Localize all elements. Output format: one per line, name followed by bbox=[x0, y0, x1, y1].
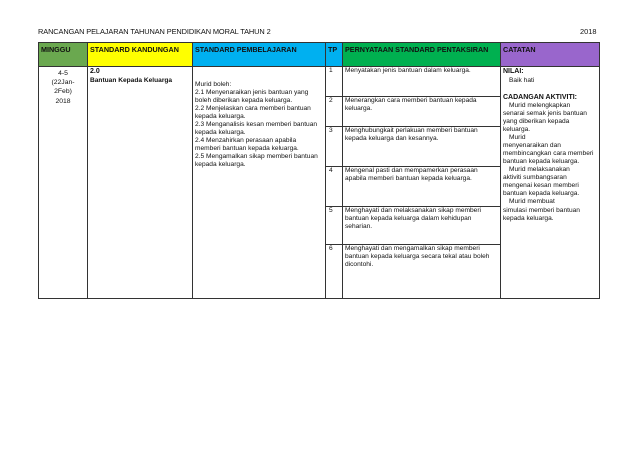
sp-item: 2.5 Mengamalkan sikap memberi bantuan kepada keluarga. bbox=[195, 153, 318, 169]
table-header-row bbox=[39, 43, 600, 67]
sp-item: 2.2 Menjelaskan cara memberi bantuan kepada keluarga. bbox=[195, 105, 311, 121]
tp-number: 3 bbox=[326, 127, 343, 167]
col-header-pernyataan-standard: PERNYATAAN STANDARD PENTAKSIRAN bbox=[343, 43, 501, 67]
activity-head: Murid melaksanakan bbox=[509, 166, 570, 174]
tp-number: 6 bbox=[326, 245, 343, 299]
sk-code: 2.0 bbox=[90, 68, 100, 75]
catatan-cell bbox=[501, 67, 600, 299]
sp-intro: Murid boleh: bbox=[195, 81, 232, 88]
tp-statement: Menerangkan cara memberi bantuan kepada keluarga. bbox=[343, 97, 501, 127]
activity-body: senarai semak jenis bantuan yang diberikan kepada keluarga. bbox=[503, 110, 587, 134]
activity-body: simulasi memberi bantuan kepada keluarga. bbox=[503, 206, 580, 222]
minggu-line: 4-5 bbox=[58, 70, 68, 77]
sk-title: Bantuan Kepada Keluarga bbox=[90, 76, 173, 84]
tp-number: 1 bbox=[326, 67, 343, 97]
col-header-catatan: CATATAN bbox=[501, 43, 600, 67]
nilai-label: NILAI: bbox=[503, 68, 524, 75]
col-header-standard-pembelajaran: STANDARD PEMBELAJARAN bbox=[193, 43, 326, 67]
standard-pembelajaran-cell bbox=[193, 67, 326, 299]
activity-body: menyenaraikan dan membincangkan cara memberi bantuan kepada keluarga. bbox=[503, 142, 594, 166]
tp-statement: Menghayati dan melaksanakan sikap memberi bantuan kepada keluarga dalam kehidupan seharian. bbox=[343, 207, 501, 245]
tp-statement: Menyatakan jenis bantuan dalam keluarga. bbox=[343, 67, 501, 97]
col-header-tp: TP bbox=[326, 43, 343, 67]
minggu-cell bbox=[39, 67, 88, 299]
tp-number: 5 bbox=[326, 207, 343, 245]
activity-head: Murid bbox=[509, 134, 526, 142]
activity-head: Murid melengkapkan bbox=[509, 102, 571, 110]
tp-statement: Menghayati dan mengamalkan sikap memberi bantuan kepada keluarga secara tekal atau boleh dicontohi. bbox=[343, 245, 501, 299]
sp-item: 2.1 Menyenaraikan jenis bantuan yang boleh diberikan kepada keluarga. bbox=[195, 89, 309, 105]
lesson-plan-table bbox=[38, 42, 600, 299]
minggu-line: 2Feb) bbox=[54, 88, 72, 96]
cadangan-label: CADANGAN AKTIVITI: bbox=[503, 93, 578, 101]
tp-number: 4 bbox=[326, 167, 343, 207]
minggu-line: 2018 bbox=[55, 97, 71, 105]
document-year: 2018 bbox=[580, 27, 597, 36]
tp-number: 2 bbox=[326, 97, 343, 127]
tp-statement: Mengenal pasti dan mempamerkan perasaan apabila memberi bantuan kepada keluarga. bbox=[343, 167, 501, 207]
sp-item: 2.4 Menzahirkan perasaan apabila memberi bantuan kepada keluarga. bbox=[195, 137, 299, 153]
col-header-minggu: MINGGU bbox=[39, 43, 88, 67]
document-title: RANCANGAN PELAJARAN TAHUNAN PENDIDIKAN MORAL TAHUN 2 bbox=[38, 27, 271, 36]
nilai-value: Baik hati bbox=[509, 76, 535, 84]
activity-body: aktiviti sumbangsaran mengenai kesan memberi bantuan kepada keluarga. bbox=[503, 174, 580, 198]
col-header-standard-kandungan: STANDARD KANDUNGAN bbox=[88, 43, 193, 67]
activity-head: Murid membuat bbox=[509, 198, 555, 206]
tp-statement: Menghubungkait perlakuan memberi bantuan kepada keluarga dan kesannya. bbox=[343, 127, 501, 167]
sp-item: 2.3 Menganalisis kesan memberi bantuan kepada keluarga. bbox=[195, 121, 318, 137]
minggu-line: (22Jan- bbox=[51, 79, 75, 87]
table-row bbox=[39, 67, 600, 97]
standard-kandungan-cell bbox=[88, 67, 193, 299]
